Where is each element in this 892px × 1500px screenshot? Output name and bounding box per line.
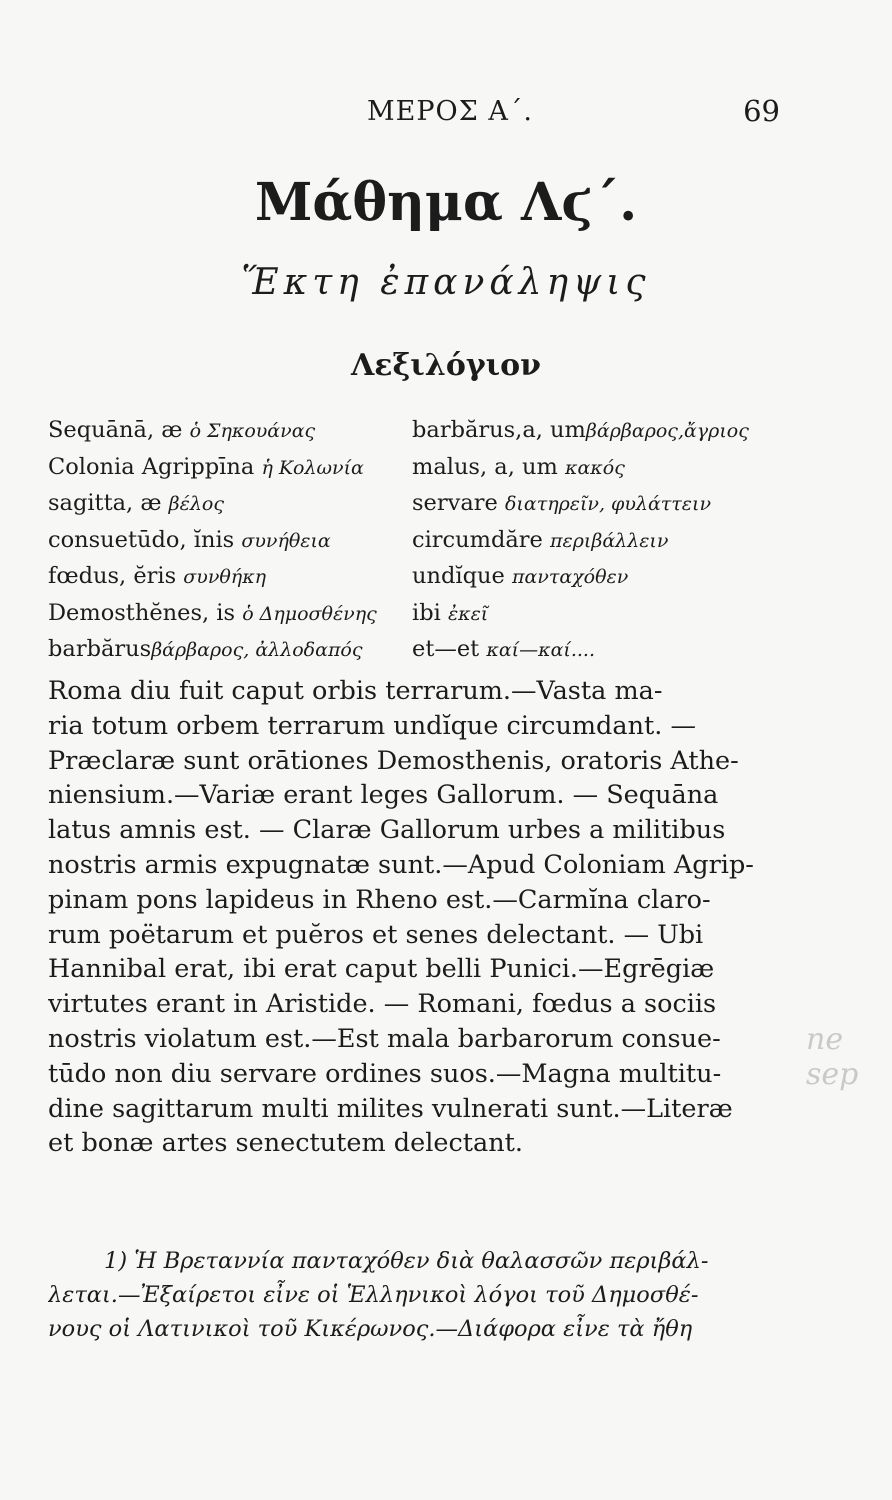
vocab-greek: κακός [565,456,625,479]
vocab-latin: Demosthĕnes, is [48,599,236,626]
latin-exercise-text [48,674,780,1161]
vocab-greek: ὁ Σηκουάνας [189,420,316,442]
vocab-greek: βάρβαρος, ἀλλοδαπός [151,639,363,661]
vocab-entry [48,558,408,595]
text-line: dine sagittarum multi milites vulnerati sunt.—Literæ [48,1093,733,1124]
lesson-subtitle: Ἕκτη ἐπανάληψις [241,262,651,303]
vocab-greek: ὁ Δημοσθένης [242,602,377,625]
text-line: et bonæ artes senectutem delectant. [48,1128,523,1159]
vocab-latin: ibi [412,599,441,626]
vocab-latin: et—et [412,636,480,662]
vocab-entry [412,631,792,668]
text-line: nostris armis expugnatæ sunt.—Apud Coloniam Agrip- [48,849,754,880]
vocab-entry [412,485,792,522]
lesson-title: Μάθημα Λϛ΄. [254,172,638,233]
vocab-latin: malus, a, um [412,453,558,480]
vocab-latin: undĭque [412,563,505,589]
vocab-latin: Sequānā, æ [48,417,183,443]
vocab-entry [412,595,792,632]
text-line: latus amnis est. — Claræ Gallorum urbes a militibus [48,815,726,846]
text-line: niensium.—Variæ erant leges Gallorum. — Sequāna [48,780,719,811]
page-number: 69 [743,94,780,128]
vocab-greek: περιβάλλειν [550,529,669,552]
vocab-entry [48,449,408,486]
greek-exercise-text [48,1244,780,1346]
vocab-latin: sagitta, æ [48,490,162,516]
text-line: 1) Ἡ Βρεταννία πανταχόθεν διὰ θαλασσῶν περιβάλ- [104,1248,709,1274]
vocab-entry [412,522,792,559]
vocab-latin: servare [412,490,498,516]
text-line: νους οἱ Λατινικοὶ τοῦ Κικέρωνος.—Διάφορα εἶνε τὰ ἤθη [48,1316,693,1342]
vocab-latin: barbărus,a, um [412,417,586,443]
vocab-greek: ἐκεῖ [447,602,489,625]
text-line: ria totum orbem terrarum undĭque circumdant. — [48,710,696,741]
vocab-entry [412,412,792,449]
vocab-entry [412,558,792,595]
text-line: λεται.—Ἐξαίρετοι εἶνε οἱ Ἑλληνικοὶ λόγοι τοῦ Δημοσθέ- [48,1282,699,1308]
vocab-latin: consuetūdo, ĭnis [48,526,235,553]
vocab-greek: συνθήκη [183,566,267,588]
vocab-entry [48,631,408,668]
text-line: nostris violatum est.—Est mala barbarorum consue- [48,1023,721,1054]
vocab-greek: διατηρεῖν, φυλάττειν [504,493,711,515]
vocab-greek: βάρβαρος,ἄγριος [585,420,749,442]
text-line: tūdo non diu servare ordines suos.—Magna multitu- [48,1058,722,1089]
vocab-entry [48,412,408,449]
vocab-latin: fœdus, ĕris [48,563,177,589]
running-header: ΜΕΡΟΣ Α΄. [367,96,533,127]
text-line: virtutes erant in Aristide. — Romani, fœdus a sociis [48,989,717,1020]
vocab-greek: καί—καί.... [486,639,596,661]
vocab-latin: Colonia Agrippīna [48,453,255,480]
vocab-latin: circumdăre [412,526,543,553]
text-line: pinam pons lapideus in Rheno est.—Carmĭna claro- [48,884,711,915]
handwritten-margin-note: ne sep [806,1022,859,1092]
vocab-entry [48,522,408,559]
vocab-latin: barbărus [48,636,152,662]
vocab-greek: ἡ Κολωνία [261,456,364,479]
vocabulary-heading: Λεξιλόγιον [351,348,541,383]
vocabulary-left-column [48,412,408,668]
vocab-greek: συνήθεια [241,529,331,552]
vocab-greek: βέλος [168,493,224,515]
vocabulary-right-column [412,412,792,668]
vocab-entry [412,449,792,486]
text-line: Roma diu fuit caput orbis terrarum.—Vasta ma- [48,676,663,706]
text-line: Hannibal erat, ibi erat caput belli Punici.—Egrēgiæ [48,954,715,985]
vocab-greek: πανταχόθεν [511,566,629,588]
vocab-entry [48,485,408,522]
text-line: Præclaræ sunt orātiones Demosthenis, oratoris Athe- [48,745,739,776]
vocab-entry [48,595,408,632]
text-line: rum poëtarum et puĕros et senes delectant. — Ubi [48,919,704,950]
